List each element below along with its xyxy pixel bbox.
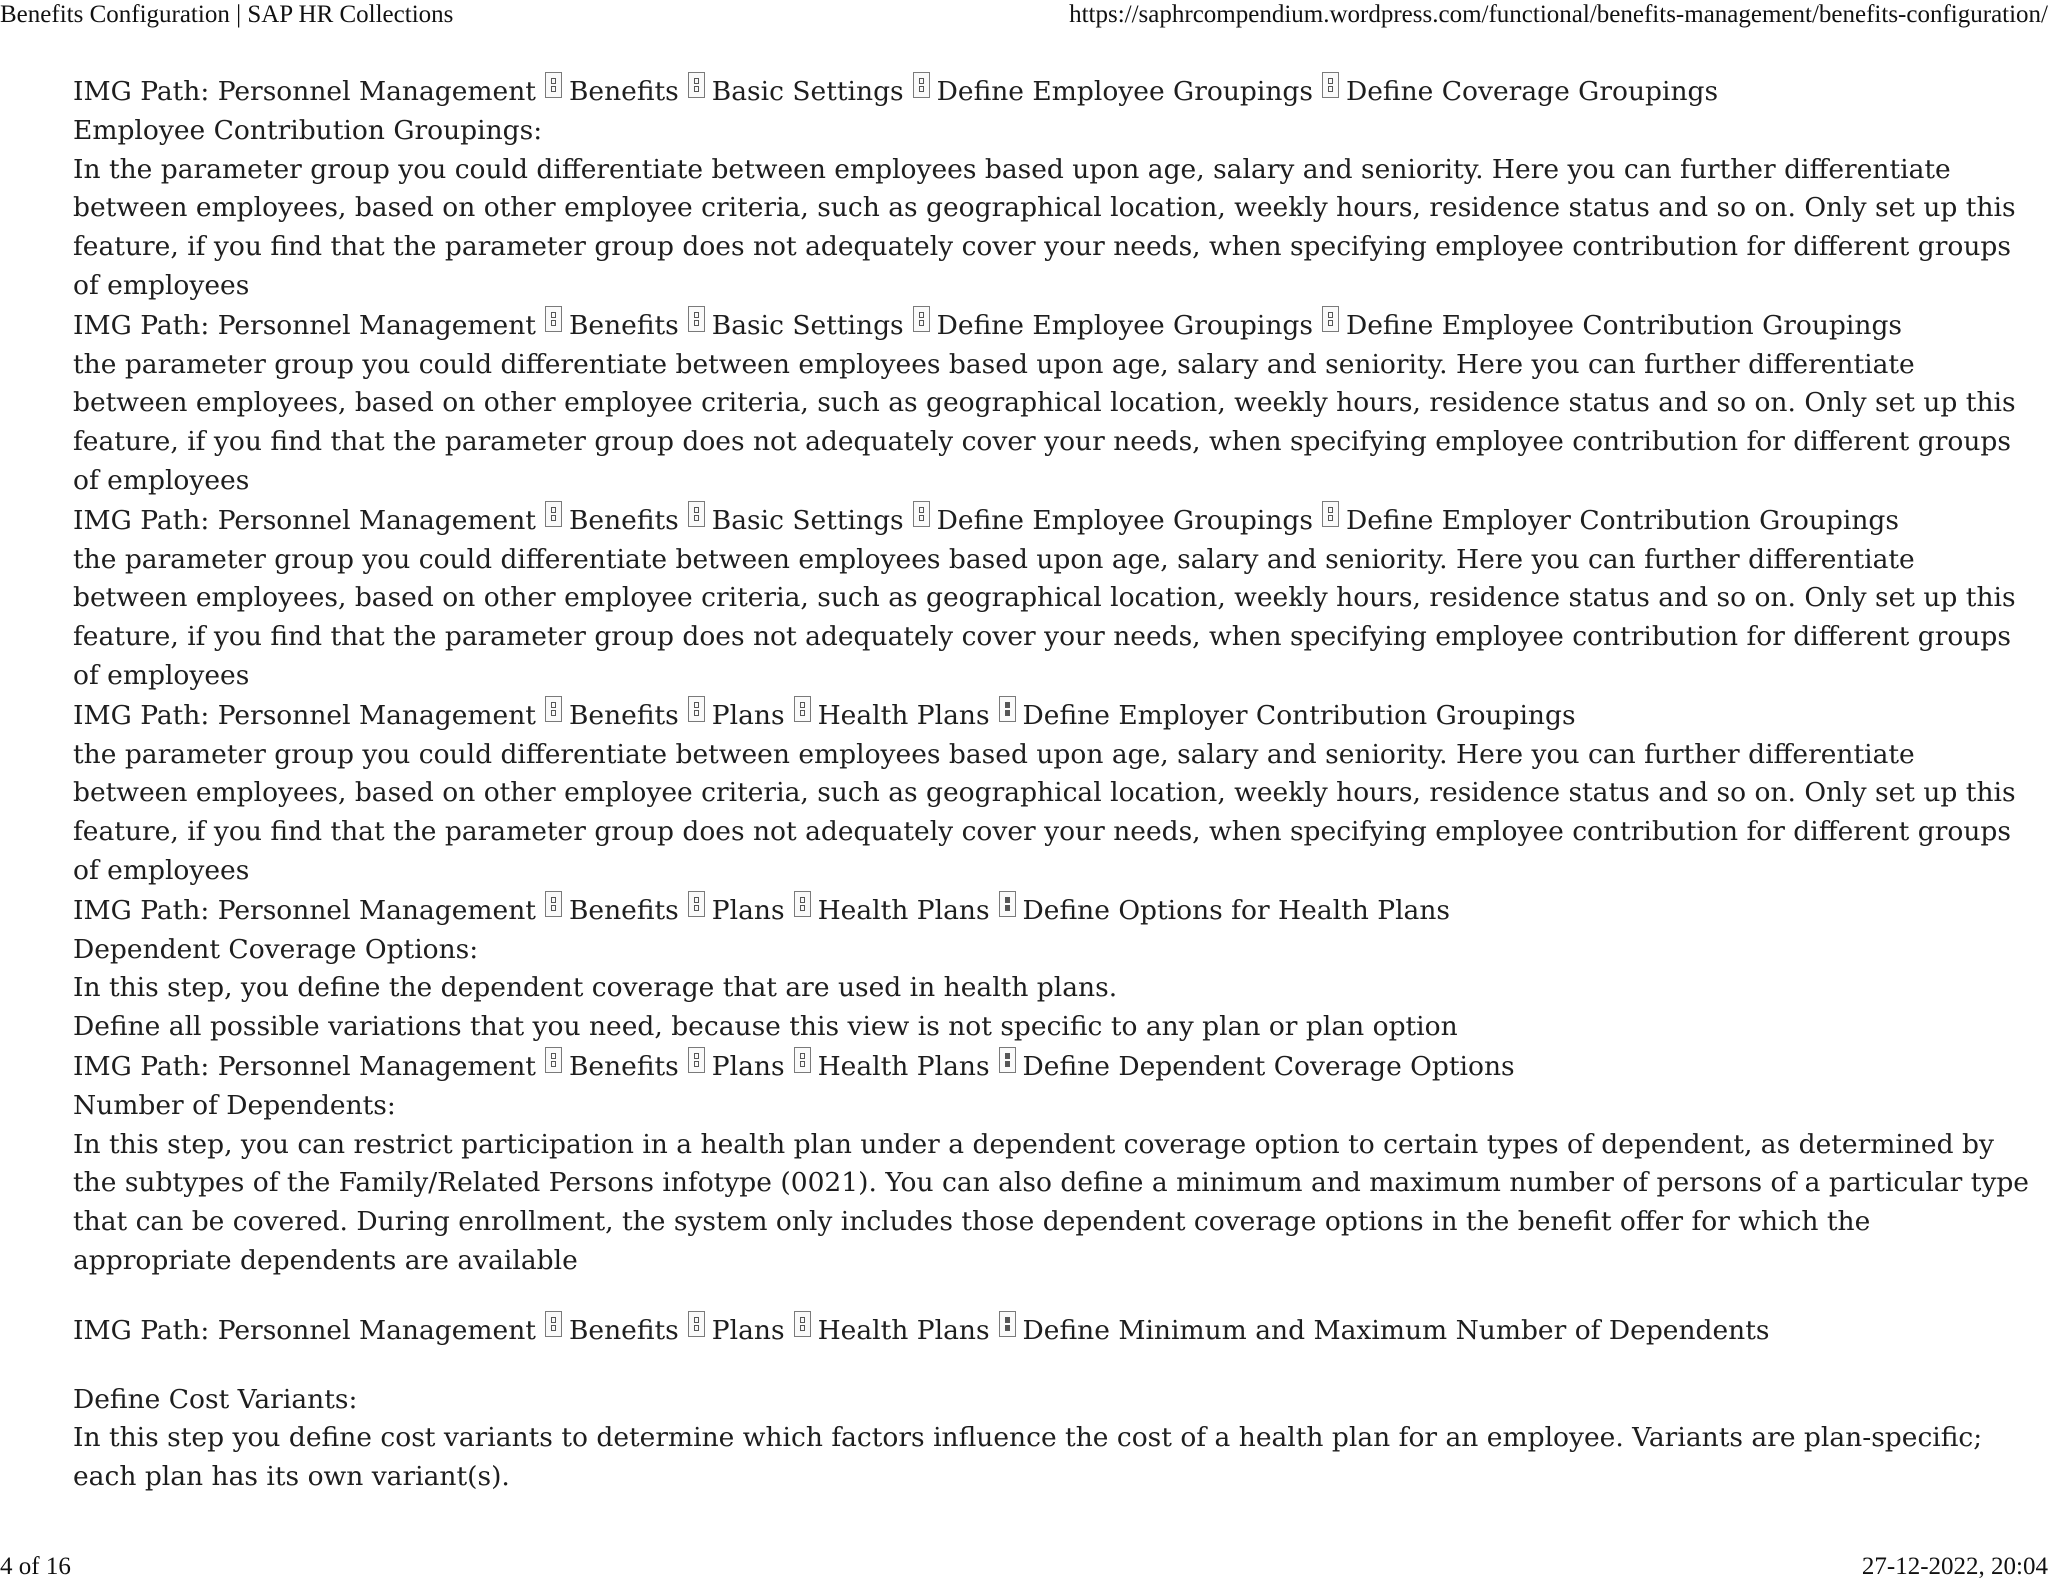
img-path-prefix: IMG Path: Personnel Management [73, 1314, 536, 1346]
img-path-step: Define Options for Health Plans [1022, 894, 1451, 926]
img-path-step: Define Dependent Coverage Options [1022, 1050, 1515, 1082]
arrow-icon [688, 891, 705, 917]
arrow-icon [794, 1047, 811, 1073]
img-path-step: Benefits [568, 1050, 679, 1082]
page-number: 4 of 16 [0, 1553, 71, 1580]
arrow-icon [1322, 72, 1339, 98]
img-path-step: Define Employee Groupings [936, 504, 1313, 536]
img-path-step: Health Plans [817, 699, 990, 731]
img-path-prefix: IMG Path: Personnel Management [73, 894, 536, 926]
arrow-icon [688, 1311, 705, 1337]
img-path-prefix: IMG Path: Personnel Management [73, 76, 536, 107]
img-path-health-employer-contribution [73, 696, 2033, 736]
img-path-step: Benefits [568, 699, 679, 731]
paragraph: In this step, you define the dependent coverage that are used in health plans. [73, 972, 1118, 1004]
arrow-icon [545, 891, 562, 917]
img-path-step: Benefits [568, 76, 679, 107]
section-heading-number-of-dependents: Number of Dependents: [73, 1089, 396, 1121]
img-path-step: Basic Settings [711, 504, 904, 536]
arrow-icon [688, 1047, 705, 1073]
article-content [73, 72, 2033, 1497]
img-path-step: Define Minimum and Maximum Number of Dependents [1022, 1314, 1770, 1346]
img-path-step: Basic Settings [711, 309, 904, 341]
arrow-icon [545, 1047, 562, 1073]
img-path-step: Define Employee Groupings [936, 76, 1313, 107]
img-path-step: Define Coverage Groupings [1345, 76, 1719, 107]
paragraph: In this step you define cost variants to determine which factors influence the cost of a health plan for an employee. Variants are plan-specific; each plan has its own variant(s). [73, 1422, 1983, 1493]
img-path-step: Plans [711, 699, 785, 731]
img-path-step: Health Plans [817, 1050, 990, 1082]
img-path-min-max-dependents [73, 1311, 2033, 1351]
img-path-prefix: IMG Path: Personnel Management [73, 699, 536, 731]
img-path-prefix: IMG Path: Personnel Management [73, 1050, 536, 1082]
img-path-step: Benefits [568, 1314, 679, 1346]
paragraph: In the parameter group you could differentiate between employees based upon age, salary and seniority. Here you can further differentiate between employees, based on other employee criteria, such as geographical location, weekly hours, residence status and so on. Only set up this feature, if you find that the parameter group does not adequately cover your needs, when specifying employee contribution for different groups of employees [73, 153, 2016, 301]
img-path-step: Define Employee Groupings [936, 309, 1313, 341]
img-path-step: Plans [711, 1050, 785, 1082]
arrow-icon [999, 891, 1016, 917]
img-path-prefix: IMG Path: Personnel Management [73, 504, 536, 536]
arrow-icon [688, 501, 705, 527]
arrow-icon [688, 696, 705, 722]
arrow-icon [999, 1047, 1016, 1073]
img-path-step: Benefits [568, 309, 679, 341]
img-path-step: Plans [711, 1314, 785, 1346]
img-path-step: Benefits [568, 504, 679, 536]
arrow-icon [1322, 501, 1339, 527]
img-path-employee-contribution [73, 306, 2033, 346]
paragraph: In this step, you can restrict participation in a health plan under a dependent coverage option to certain types of dependent, as determined by the subtypes of the Family/Related Persons infotype (0021). You can also define a minimum and maximum number of persons of a particular type that can be covered. During enrollment, the system only includes those dependent coverage options in the benefit offer for which the appropriate dependents are available [73, 1128, 2029, 1276]
arrow-icon [688, 72, 705, 98]
arrow-icon [545, 501, 562, 527]
arrow-icon [545, 72, 562, 98]
img-path-step: Health Plans [817, 1314, 990, 1346]
arrow-icon [913, 306, 930, 332]
arrow-icon [1322, 306, 1339, 332]
arrow-icon [545, 696, 562, 722]
img-path-step: Plans [711, 894, 785, 926]
arrow-icon [999, 696, 1016, 722]
paragraph: Define all possible variations that you need, because this view is not specific to any plan or plan option [73, 1011, 1458, 1043]
page-title: Benefits Configuration | SAP HR Collections [0, 1, 454, 28]
section-heading-dependent-coverage: Dependent Coverage Options: [73, 933, 479, 965]
print-datetime: 27-12-2022, 20:04 [1861, 1553, 2048, 1580]
arrow-icon [794, 696, 811, 722]
arrow-icon [913, 72, 930, 98]
img-path-step: Benefits [568, 894, 679, 926]
arrow-icon [545, 1311, 562, 1337]
paragraph: the parameter group you could differentiate between employees based upon age, salary and seniority. Here you can further differentiate between employees, based on other employee criteria, such as geographical location, weekly hours, residence status and so on. Only set up this feature, if you find that the parameter group does not adequately cover your needs, when specifying employee contribution for different groups of employees [73, 543, 2016, 691]
img-path-prefix: IMG Path: Personnel Management [73, 309, 536, 341]
img-path-step: Health Plans [817, 894, 990, 926]
img-path-coverage-groupings [73, 72, 2033, 112]
arrow-icon [913, 501, 930, 527]
img-path-health-plan-options [73, 891, 2033, 931]
page-url[interactable]: https://saphrcompendium.wordpress.com/functional/benefits-management/benefits-configuration/ [1069, 1, 2048, 28]
img-path-step: Basic Settings [711, 76, 904, 107]
paragraph: the parameter group you could differentiate between employees based upon age, salary and seniority. Here you can further differentiate between employees, based on other employee criteria, such as geographical location, weekly hours, residence status and so on. Only set up this feature, if you find that the parameter group does not adequately cover your needs, when specifying employee contribution for different groups of employees [73, 738, 2016, 886]
arrow-icon [688, 306, 705, 332]
arrow-icon [794, 891, 811, 917]
paragraph: the parameter group you could differentiate between employees based upon age, salary and seniority. Here you can further differentiate between employees, based on other employee criteria, such as geographical location, weekly hours, residence status and so on. Only set up this feature, if you find that the parameter group does not adequately cover your needs, when specifying employee contribution for different groups of employees [73, 348, 2016, 496]
img-path-step: Define Employee Contribution Groupings [1345, 309, 1903, 341]
img-path-step: Define Employer Contribution Groupings [1345, 504, 1899, 536]
section-heading-cost-variants: Define Cost Variants: [73, 1383, 358, 1415]
img-path-employer-contribution [73, 501, 2033, 541]
img-path-dependent-coverage [73, 1047, 2033, 1087]
section-heading-employee-contribution: Employee Contribution Groupings: [73, 114, 543, 146]
img-path-step: Define Employer Contribution Groupings [1022, 699, 1576, 731]
arrow-icon [545, 306, 562, 332]
arrow-icon [794, 1311, 811, 1337]
arrow-icon [999, 1311, 1016, 1337]
